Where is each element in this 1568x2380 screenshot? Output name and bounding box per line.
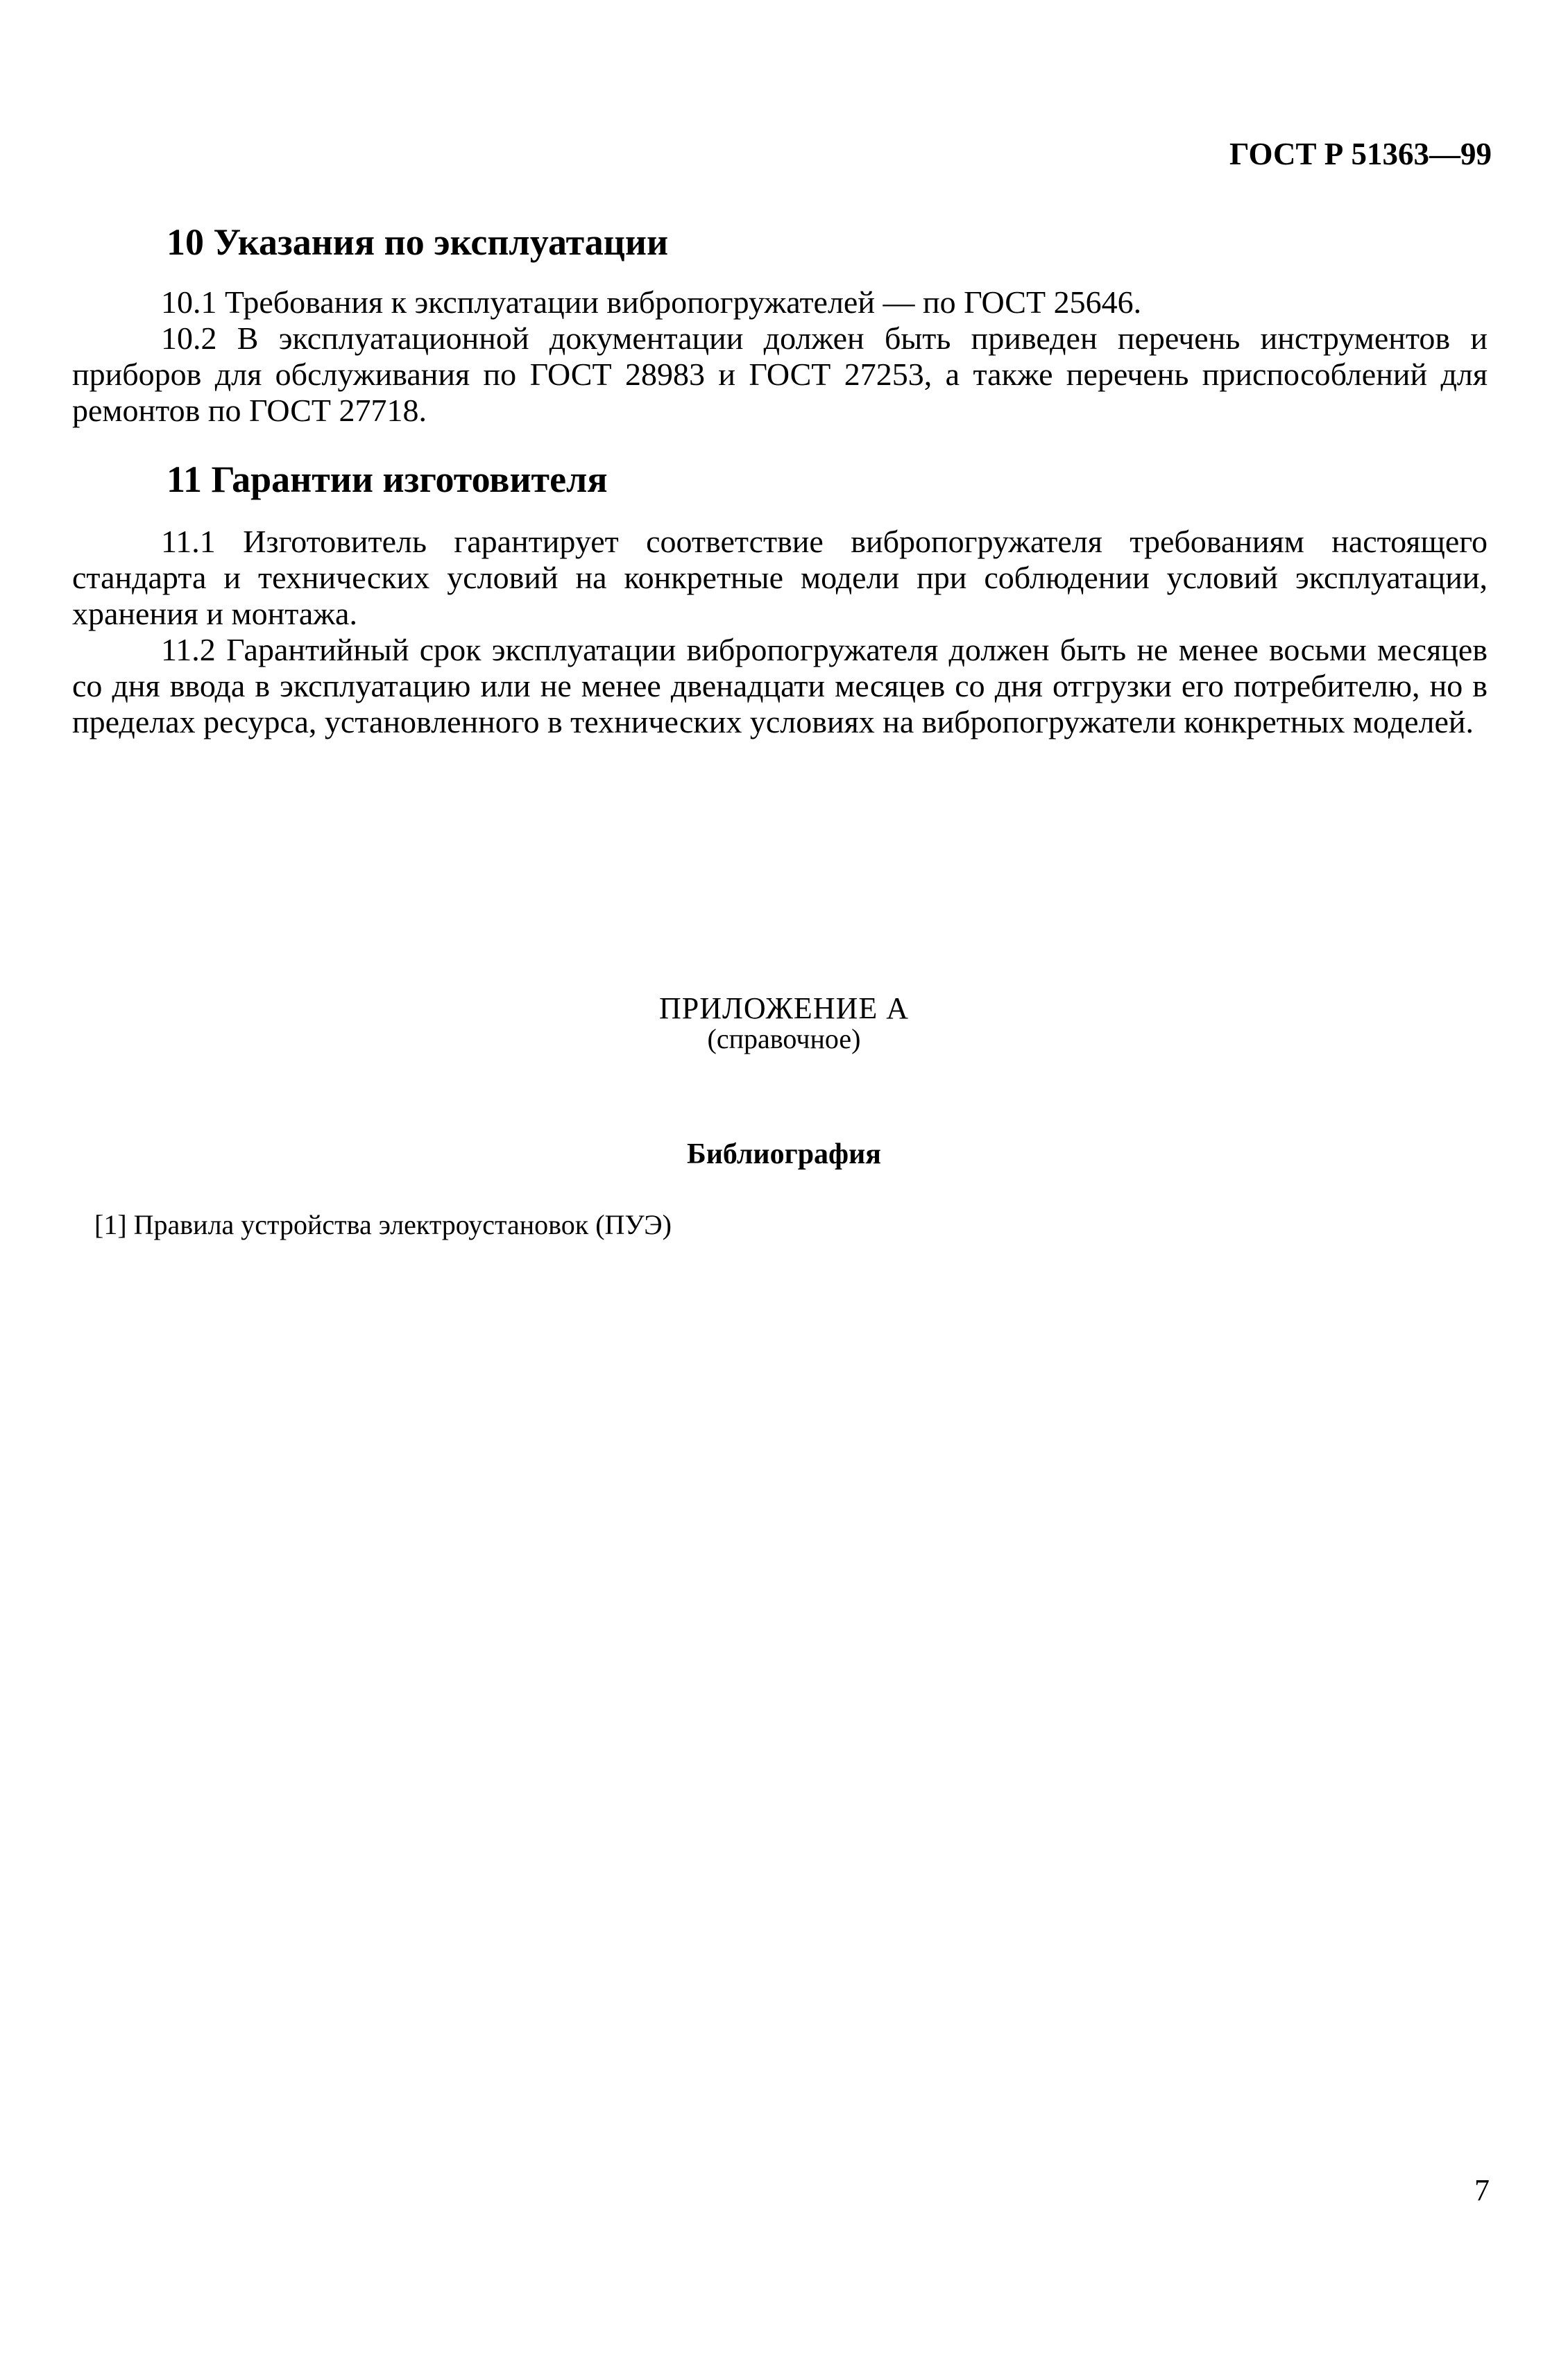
appendix-note: (справочное) [707,1023,861,1054]
bibliography-heading: Библиография [686,1138,882,1170]
paragraph-11-2: 11.2 Гарантийный срок эксплуатации вибропогружателя должен быть не менее восьми месяцев со дня ввода в эксплуатацию или не менее двенадцати месяцев со дня отгрузки его потребителю, но в пределах ресурса, установленного в технических условиях на вибропогружатели конкретных моделей. [72,632,1488,739]
section-11-body [72,524,1488,740]
page-number: 7 [1474,2173,1490,2207]
section-11-heading: 11 Гарантии изготовителя [167,459,608,500]
paragraph-10-2: 10.2 В эксплуатационной документации должен быть приведен перечень инструментов и приборов для обслуживания по ГОСТ 28983 и ГОСТ 27253, а также перечень приспособлений для ремонтов по ГОСТ 27718. [72,320,1488,428]
paragraph-10-1: 10.1 Требования к эксплуатации вибропогружателей — по ГОСТ 25646. [161,284,1142,320]
section-10-body [72,284,1488,429]
appendix-title: ПРИЛОЖЕНИЕ А [658,991,910,1025]
document-code: ГОСТ Р 51363—99 [1229,137,1492,171]
section-10-heading: 10 Указания по эксплуатации [167,221,669,263]
paragraph-11-1: 11.1 Изготовитель гарантирует соответствие вибропогружателя требованиям настоящего стандарта и технических условий на конкретные модели при соблюдении условий эксплуатации, хранения и монтажа. [72,524,1488,631]
bibliography-entry: [1] Правила устройства электроустановок (ПУЭ) [94,1209,672,1240]
